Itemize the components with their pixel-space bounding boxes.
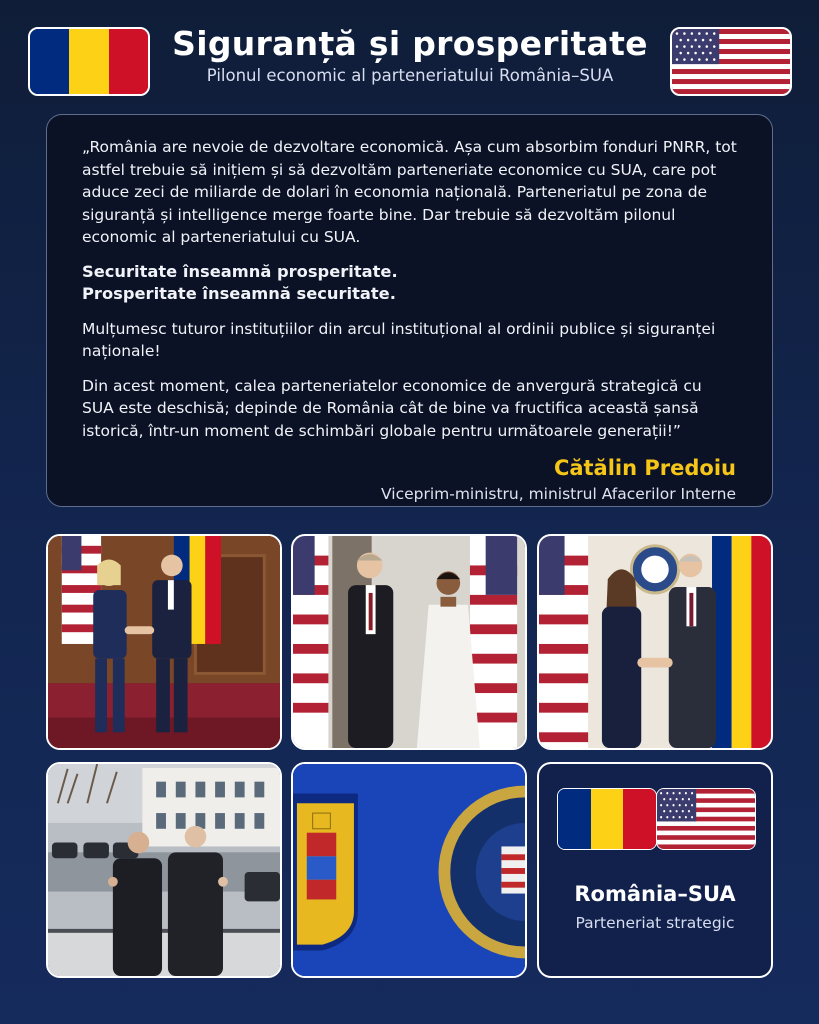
quote-author: [381, 455, 736, 503]
usa-flag-icon: [656, 788, 756, 850]
quote-bold-line-2: Prosperitate înseamnă securitate.: [82, 284, 396, 303]
quote-bold-line-1: Securitate înseamnă prosperitate.: [82, 261, 398, 281]
quote-paragraph: Din acest moment, calea parteneriatelor economice de anvergură strategică cu SUA este deschisă; depinde de România cât de bine va fructifica această șansă istorică, într-un moment de schimbări globale pentru următoarele generații!”: [82, 376, 702, 440]
page-title: Siguranță și prosperitate: [172, 24, 648, 63]
photo-handshake-dhs: [537, 534, 773, 750]
page-subtitle: Pilonul economic al parteneriatului România–SUA: [206, 66, 614, 85]
quote-box: [46, 114, 773, 507]
partner-subtitle: Parteneriat strategic: [575, 914, 735, 932]
romania-flag-icon: [557, 788, 657, 850]
quote-paragraph: Mulțumesc tuturor instituțiilor din arcul instituțional al ordinii publice și siguranței naționale!: [82, 319, 716, 360]
photo-meeting-flags: [291, 534, 527, 750]
photo-handshake-office: [46, 534, 282, 750]
romania-flag-icon: [28, 27, 150, 96]
quote-highlight: [82, 261, 738, 306]
usa-flag-icon: [670, 27, 792, 96]
author-name: Cătălin Predoiu: [553, 456, 736, 480]
quote-paragraph: „România are nevoie de dezvoltare economică. Așa cum absorbim fonduri PNRR, tot astfel trebuie să inițiem și să dezvoltăm parteneriate economice cu SUA, care pot aduce zeci de miliarde de dolari în economia națională. Parteneriatul pe zona de siguranță și intelligence merge foarte bine. Dar trebuie să dezvoltăm pilonul economic al parteneriatului cu SUA.: [82, 138, 737, 246]
partnership-card: [537, 762, 773, 978]
partner-title: România–SUA: [574, 882, 736, 906]
author-role: Viceprim-ministru, ministrul Afacerilor Interne: [381, 485, 736, 503]
photo-emblems: [291, 762, 527, 978]
photo-outdoor-thumbs-up: [46, 762, 282, 978]
